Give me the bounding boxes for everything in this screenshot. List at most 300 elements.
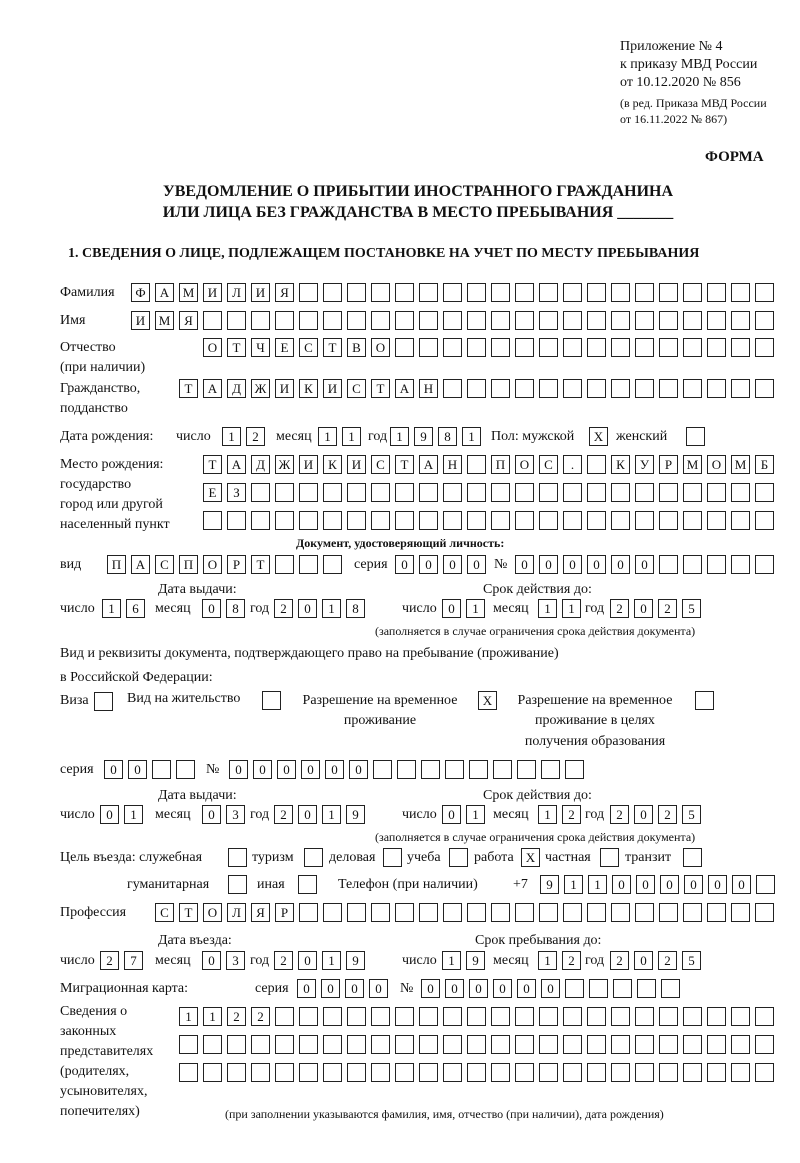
mig-number-box[interactable]: 0: [541, 979, 560, 998]
permit-number-box[interactable]: [373, 760, 392, 779]
patronymic-box[interactable]: [587, 338, 606, 357]
citizenship-box[interactable]: Н: [419, 379, 438, 398]
birth-place-3-box[interactable]: [755, 511, 774, 530]
birth-place-1-box[interactable]: М: [683, 455, 702, 474]
legal-reps-2-box[interactable]: [563, 1035, 582, 1054]
citizenship-box[interactable]: [539, 379, 558, 398]
birth-place-1-box[interactable]: [587, 455, 606, 474]
surname-box[interactable]: И: [203, 283, 222, 302]
birth-place-3-box[interactable]: [491, 511, 510, 530]
birth-day-box[interactable]: 2: [246, 427, 265, 446]
permit-exp-year-box[interactable]: 5: [682, 805, 701, 824]
profession-box[interactable]: [731, 903, 750, 922]
patronymic-box[interactable]: [659, 338, 678, 357]
doc-number-box[interactable]: 0: [515, 555, 534, 574]
sex-male-box[interactable]: X: [589, 427, 608, 446]
birth-place-1-box[interactable]: Б: [755, 455, 774, 474]
legal-reps-3-box[interactable]: [491, 1063, 510, 1082]
birth-place-3-box[interactable]: [467, 511, 486, 530]
mig-number-box[interactable]: [565, 979, 584, 998]
birth-place-3-box[interactable]: [395, 511, 414, 530]
legal-reps-2-box[interactable]: [491, 1035, 510, 1054]
patronymic-box[interactable]: О: [371, 338, 390, 357]
birth-place-3-box[interactable]: [515, 511, 534, 530]
stay-month-box[interactable]: 2: [562, 951, 581, 970]
legal-reps-2-box[interactable]: [395, 1035, 414, 1054]
name-box[interactable]: [227, 311, 246, 330]
citizenship-box[interactable]: И: [275, 379, 294, 398]
surname-box[interactable]: [515, 283, 534, 302]
citizenship-box[interactable]: К: [299, 379, 318, 398]
birth-place-1-box[interactable]: .: [563, 455, 582, 474]
birth-place-2-box[interactable]: [563, 483, 582, 502]
doc-series-box[interactable]: 0: [395, 555, 414, 574]
doc-issue-year-box[interactable]: 2: [274, 599, 293, 618]
permit-series-box[interactable]: 0: [104, 760, 123, 779]
citizenship-box[interactable]: [635, 379, 654, 398]
birth-place-1-box[interactable]: Т: [395, 455, 414, 474]
temp-residence-edu-box[interactable]: [695, 691, 714, 710]
surname-box[interactable]: [299, 283, 318, 302]
doc-number-box[interactable]: [683, 555, 702, 574]
surname-box[interactable]: Я: [275, 283, 294, 302]
entry-year-box[interactable]: 9: [346, 951, 365, 970]
doc-number-box[interactable]: 0: [635, 555, 654, 574]
doc-exp-year-box[interactable]: 0: [634, 599, 653, 618]
profession-box[interactable]: [683, 903, 702, 922]
stay-day-box[interactable]: 9: [466, 951, 485, 970]
birth-month-box[interactable]: 1: [318, 427, 337, 446]
profession-box[interactable]: [419, 903, 438, 922]
legal-reps-3-box[interactable]: [299, 1063, 318, 1082]
doc-number-box[interactable]: 0: [587, 555, 606, 574]
citizenship-box[interactable]: [731, 379, 750, 398]
name-box[interactable]: [683, 311, 702, 330]
doc-series-box[interactable]: 0: [419, 555, 438, 574]
permit-number-box[interactable]: 0: [253, 760, 272, 779]
phone-box[interactable]: 1: [564, 875, 583, 894]
birth-place-2-box[interactable]: [251, 483, 270, 502]
name-box[interactable]: [755, 311, 774, 330]
patronymic-box[interactable]: [419, 338, 438, 357]
patronymic-box[interactable]: Т: [227, 338, 246, 357]
birth-place-2-box[interactable]: [395, 483, 414, 502]
name-box[interactable]: [323, 311, 342, 330]
legal-reps-3-box[interactable]: [635, 1063, 654, 1082]
legal-reps-1-box[interactable]: [323, 1007, 342, 1026]
birth-place-1-box[interactable]: М: [731, 455, 750, 474]
permit-number-box[interactable]: [445, 760, 464, 779]
permit-number-box[interactable]: 0: [301, 760, 320, 779]
profession-box[interactable]: Р: [275, 903, 294, 922]
phone-box[interactable]: 0: [732, 875, 751, 894]
profession-box[interactable]: [707, 903, 726, 922]
mig-number-box[interactable]: [637, 979, 656, 998]
name-box[interactable]: [491, 311, 510, 330]
surname-box[interactable]: Ф: [131, 283, 150, 302]
legal-reps-1-box[interactable]: [395, 1007, 414, 1026]
doc-number-box[interactable]: [731, 555, 750, 574]
profession-box[interactable]: [587, 903, 606, 922]
patronymic-box[interactable]: [611, 338, 630, 357]
residence-box[interactable]: [262, 691, 281, 710]
birth-place-1-box[interactable]: С: [371, 455, 390, 474]
name-box[interactable]: И: [131, 311, 150, 330]
surname-box[interactable]: [539, 283, 558, 302]
phone-box[interactable]: 0: [636, 875, 655, 894]
legal-reps-1-box[interactable]: [371, 1007, 390, 1026]
name-box[interactable]: [659, 311, 678, 330]
permit-number-box[interactable]: 0: [325, 760, 344, 779]
doc-kind-box[interactable]: Т: [251, 555, 270, 574]
purpose-tourism-box[interactable]: [304, 848, 323, 867]
permit-number-box[interactable]: [469, 760, 488, 779]
patronymic-box[interactable]: [755, 338, 774, 357]
legal-reps-1-box[interactable]: [347, 1007, 366, 1026]
name-box[interactable]: М: [155, 311, 174, 330]
surname-box[interactable]: [443, 283, 462, 302]
mig-series-box[interactable]: 0: [297, 979, 316, 998]
birth-place-3-box[interactable]: [299, 511, 318, 530]
doc-kind-box[interactable]: [275, 555, 294, 574]
phone-box[interactable]: 0: [708, 875, 727, 894]
sex-female-box[interactable]: [686, 427, 705, 446]
legal-reps-1-box[interactable]: 1: [203, 1007, 222, 1026]
permit-issue-year-box[interactable]: 1: [322, 805, 341, 824]
patronymic-box[interactable]: [443, 338, 462, 357]
patronymic-box[interactable]: [467, 338, 486, 357]
surname-box[interactable]: А: [155, 283, 174, 302]
birth-place-3-box[interactable]: [683, 511, 702, 530]
birth-place-2-box[interactable]: [371, 483, 390, 502]
permit-exp-day-box[interactable]: 1: [466, 805, 485, 824]
legal-reps-3-box[interactable]: [707, 1063, 726, 1082]
legal-reps-1-box[interactable]: 2: [227, 1007, 246, 1026]
legal-reps-1-box[interactable]: [587, 1007, 606, 1026]
legal-reps-3-box[interactable]: [251, 1063, 270, 1082]
name-box[interactable]: [587, 311, 606, 330]
doc-kind-box[interactable]: [323, 555, 342, 574]
name-box[interactable]: [203, 311, 222, 330]
name-box[interactable]: [419, 311, 438, 330]
legal-reps-2-box[interactable]: [347, 1035, 366, 1054]
permit-exp-day-box[interactable]: 0: [442, 805, 461, 824]
birth-place-2-box[interactable]: [731, 483, 750, 502]
legal-reps-2-box[interactable]: [539, 1035, 558, 1054]
phone-box[interactable]: 0: [612, 875, 631, 894]
legal-reps-3-box[interactable]: [659, 1063, 678, 1082]
doc-kind-box[interactable]: О: [203, 555, 222, 574]
birth-place-3-box[interactable]: [659, 511, 678, 530]
legal-reps-2-box[interactable]: [515, 1035, 534, 1054]
mig-number-box[interactable]: [661, 979, 680, 998]
profession-box[interactable]: [467, 903, 486, 922]
legal-reps-3-box[interactable]: [539, 1063, 558, 1082]
patronymic-box[interactable]: Е: [275, 338, 294, 357]
profession-box[interactable]: [515, 903, 534, 922]
legal-reps-2-box[interactable]: [443, 1035, 462, 1054]
doc-kind-box[interactable]: А: [131, 555, 150, 574]
name-box[interactable]: [635, 311, 654, 330]
permit-number-box[interactable]: [565, 760, 584, 779]
profession-box[interactable]: [347, 903, 366, 922]
birth-place-1-box[interactable]: У: [635, 455, 654, 474]
legal-reps-2-box[interactable]: [467, 1035, 486, 1054]
surname-box[interactable]: [635, 283, 654, 302]
legal-reps-3-box[interactable]: [179, 1063, 198, 1082]
citizenship-box[interactable]: Т: [179, 379, 198, 398]
birth-place-3-box[interactable]: [323, 511, 342, 530]
profession-box[interactable]: Л: [227, 903, 246, 922]
name-box[interactable]: [371, 311, 390, 330]
doc-issue-month-box[interactable]: 0: [202, 599, 221, 618]
doc-kind-box[interactable]: Р: [227, 555, 246, 574]
citizenship-box[interactable]: Д: [227, 379, 246, 398]
permit-issue-day-box[interactable]: 1: [124, 805, 143, 824]
birth-place-1-box[interactable]: Д: [251, 455, 270, 474]
birth-place-3-box[interactable]: [587, 511, 606, 530]
birth-place-1-box[interactable]: О: [707, 455, 726, 474]
citizenship-box[interactable]: [443, 379, 462, 398]
mig-number-box[interactable]: 0: [517, 979, 536, 998]
patronymic-box[interactable]: [539, 338, 558, 357]
surname-box[interactable]: [491, 283, 510, 302]
birth-place-2-box[interactable]: [299, 483, 318, 502]
birth-place-1-box[interactable]: А: [419, 455, 438, 474]
patronymic-box[interactable]: [707, 338, 726, 357]
purpose-transit-box[interactable]: [683, 848, 702, 867]
mig-number-box[interactable]: [613, 979, 632, 998]
legal-reps-2-box[interactable]: [731, 1035, 750, 1054]
doc-number-box[interactable]: 0: [611, 555, 630, 574]
legal-reps-1-box[interactable]: [515, 1007, 534, 1026]
doc-kind-box[interactable]: [299, 555, 318, 574]
surname-box[interactable]: [683, 283, 702, 302]
birth-place-2-box[interactable]: [515, 483, 534, 502]
stay-month-box[interactable]: 1: [538, 951, 557, 970]
profession-box[interactable]: [563, 903, 582, 922]
doc-issue-year-box[interactable]: 1: [322, 599, 341, 618]
doc-series-box[interactable]: 0: [443, 555, 462, 574]
profession-box[interactable]: [299, 903, 318, 922]
stay-year-box[interactable]: 5: [682, 951, 701, 970]
patronymic-box[interactable]: [635, 338, 654, 357]
birth-place-2-box[interactable]: [539, 483, 558, 502]
legal-reps-3-box[interactable]: [683, 1063, 702, 1082]
permit-exp-month-box[interactable]: 2: [562, 805, 581, 824]
permit-issue-month-box[interactable]: 0: [202, 805, 221, 824]
legal-reps-1-box[interactable]: [299, 1007, 318, 1026]
birth-place-3-box[interactable]: [227, 511, 246, 530]
patronymic-box[interactable]: С: [299, 338, 318, 357]
stay-year-box[interactable]: 2: [610, 951, 629, 970]
surname-box[interactable]: М: [179, 283, 198, 302]
temp-residence-box[interactable]: X: [478, 691, 497, 710]
surname-box[interactable]: Л: [227, 283, 246, 302]
doc-exp-day-box[interactable]: 1: [466, 599, 485, 618]
profession-box[interactable]: [611, 903, 630, 922]
name-box[interactable]: [395, 311, 414, 330]
legal-reps-1-box[interactable]: [419, 1007, 438, 1026]
birth-place-2-box[interactable]: [587, 483, 606, 502]
surname-box[interactable]: [395, 283, 414, 302]
birth-place-3-box[interactable]: [539, 511, 558, 530]
citizenship-box[interactable]: [467, 379, 486, 398]
birth-place-3-box[interactable]: [635, 511, 654, 530]
purpose-official-box[interactable]: [228, 848, 247, 867]
birth-place-1-box[interactable]: С: [539, 455, 558, 474]
citizenship-box[interactable]: Ж: [251, 379, 270, 398]
citizenship-box[interactable]: [611, 379, 630, 398]
entry-year-box[interactable]: 2: [274, 951, 293, 970]
purpose-private-box[interactable]: [600, 848, 619, 867]
profession-box[interactable]: Т: [179, 903, 198, 922]
birth-year-box[interactable]: 8: [438, 427, 457, 446]
name-box[interactable]: [611, 311, 630, 330]
permit-exp-month-box[interactable]: 1: [538, 805, 557, 824]
doc-number-box[interactable]: 0: [539, 555, 558, 574]
birth-place-2-box[interactable]: [419, 483, 438, 502]
birth-place-2-box[interactable]: [611, 483, 630, 502]
surname-box[interactable]: [755, 283, 774, 302]
name-box[interactable]: [467, 311, 486, 330]
citizenship-box[interactable]: С: [347, 379, 366, 398]
profession-box[interactable]: [755, 903, 774, 922]
citizenship-box[interactable]: А: [203, 379, 222, 398]
legal-reps-2-box[interactable]: [299, 1035, 318, 1054]
name-box[interactable]: Я: [179, 311, 198, 330]
doc-issue-year-box[interactable]: 0: [298, 599, 317, 618]
legal-reps-2-box[interactable]: [755, 1035, 774, 1054]
profession-box[interactable]: [371, 903, 390, 922]
legal-reps-3-box[interactable]: [755, 1063, 774, 1082]
birth-day-box[interactable]: 1: [222, 427, 241, 446]
birth-place-2-box[interactable]: [707, 483, 726, 502]
doc-exp-month-box[interactable]: 1: [538, 599, 557, 618]
name-box[interactable]: [275, 311, 294, 330]
name-box[interactable]: [707, 311, 726, 330]
citizenship-box[interactable]: [515, 379, 534, 398]
birth-place-2-box[interactable]: [659, 483, 678, 502]
permit-series-box[interactable]: 0: [128, 760, 147, 779]
patronymic-box[interactable]: [683, 338, 702, 357]
citizenship-box[interactable]: [659, 379, 678, 398]
mig-number-box[interactable]: [589, 979, 608, 998]
permit-issue-year-box[interactable]: 9: [346, 805, 365, 824]
doc-exp-month-box[interactable]: 1: [562, 599, 581, 618]
mig-number-box[interactable]: 0: [445, 979, 464, 998]
birth-place-3-box[interactable]: [419, 511, 438, 530]
legal-reps-1-box[interactable]: [491, 1007, 510, 1026]
birth-place-2-box[interactable]: [755, 483, 774, 502]
purpose-business-box[interactable]: [383, 848, 402, 867]
citizenship-box[interactable]: [683, 379, 702, 398]
legal-reps-2-box[interactable]: [275, 1035, 294, 1054]
doc-number-box[interactable]: 0: [563, 555, 582, 574]
legal-reps-3-box[interactable]: [443, 1063, 462, 1082]
birth-place-2-box[interactable]: [683, 483, 702, 502]
citizenship-box[interactable]: Т: [371, 379, 390, 398]
birth-place-2-box[interactable]: [443, 483, 462, 502]
surname-box[interactable]: [659, 283, 678, 302]
legal-reps-1-box[interactable]: [755, 1007, 774, 1026]
doc-exp-year-box[interactable]: 2: [658, 599, 677, 618]
profession-box[interactable]: [323, 903, 342, 922]
birth-place-1-box[interactable]: К: [323, 455, 342, 474]
legal-reps-1-box[interactable]: [731, 1007, 750, 1026]
citizenship-box[interactable]: [587, 379, 606, 398]
patronymic-box[interactable]: Т: [323, 338, 342, 357]
legal-reps-2-box[interactable]: [587, 1035, 606, 1054]
legal-reps-2-box[interactable]: [203, 1035, 222, 1054]
birth-place-1-box[interactable]: Н: [443, 455, 462, 474]
birth-place-3-box[interactable]: [563, 511, 582, 530]
legal-reps-2-box[interactable]: [179, 1035, 198, 1054]
citizenship-box[interactable]: [491, 379, 510, 398]
profession-box[interactable]: О: [203, 903, 222, 922]
stay-year-box[interactable]: 0: [634, 951, 653, 970]
birth-place-1-box[interactable]: [467, 455, 486, 474]
legal-reps-3-box[interactable]: [515, 1063, 534, 1082]
citizenship-box[interactable]: [755, 379, 774, 398]
citizenship-box[interactable]: [707, 379, 726, 398]
legal-reps-3-box[interactable]: [227, 1063, 246, 1082]
patronymic-box[interactable]: О: [203, 338, 222, 357]
surname-box[interactable]: [587, 283, 606, 302]
birth-place-2-box[interactable]: [635, 483, 654, 502]
entry-month-box[interactable]: 3: [226, 951, 245, 970]
doc-exp-day-box[interactable]: 0: [442, 599, 461, 618]
entry-month-box[interactable]: 0: [202, 951, 221, 970]
doc-kind-box[interactable]: С: [155, 555, 174, 574]
surname-box[interactable]: [707, 283, 726, 302]
doc-number-box[interactable]: [707, 555, 726, 574]
doc-exp-year-box[interactable]: 2: [610, 599, 629, 618]
purpose-other-box[interactable]: [298, 875, 317, 894]
phone-box[interactable]: [756, 875, 775, 894]
birth-place-1-box[interactable]: Р: [659, 455, 678, 474]
name-box[interactable]: [299, 311, 318, 330]
legal-reps-2-box[interactable]: [419, 1035, 438, 1054]
name-box[interactable]: [443, 311, 462, 330]
legal-reps-1-box[interactable]: [659, 1007, 678, 1026]
birth-place-3-box[interactable]: [275, 511, 294, 530]
legal-reps-1-box[interactable]: [563, 1007, 582, 1026]
mig-series-box[interactable]: 0: [321, 979, 340, 998]
surname-box[interactable]: [467, 283, 486, 302]
legal-reps-3-box[interactable]: [395, 1063, 414, 1082]
birth-year-box[interactable]: 1: [462, 427, 481, 446]
legal-reps-1-box[interactable]: 2: [251, 1007, 270, 1026]
legal-reps-1-box[interactable]: [467, 1007, 486, 1026]
legal-reps-1-box[interactable]: [539, 1007, 558, 1026]
citizenship-box[interactable]: И: [323, 379, 342, 398]
birth-year-box[interactable]: 1: [390, 427, 409, 446]
legal-reps-3-box[interactable]: [347, 1063, 366, 1082]
legal-reps-1-box[interactable]: [707, 1007, 726, 1026]
profession-box[interactable]: [659, 903, 678, 922]
name-box[interactable]: [539, 311, 558, 330]
profession-box[interactable]: [395, 903, 414, 922]
doc-issue-day-box[interactable]: 6: [126, 599, 145, 618]
phone-box[interactable]: 9: [540, 875, 559, 894]
doc-issue-year-box[interactable]: 8: [346, 599, 365, 618]
birth-place-1-box[interactable]: И: [299, 455, 318, 474]
legal-reps-3-box[interactable]: [371, 1063, 390, 1082]
legal-reps-2-box[interactable]: [227, 1035, 246, 1054]
legal-reps-1-box[interactable]: 1: [179, 1007, 198, 1026]
permit-issue-year-box[interactable]: 0: [298, 805, 317, 824]
